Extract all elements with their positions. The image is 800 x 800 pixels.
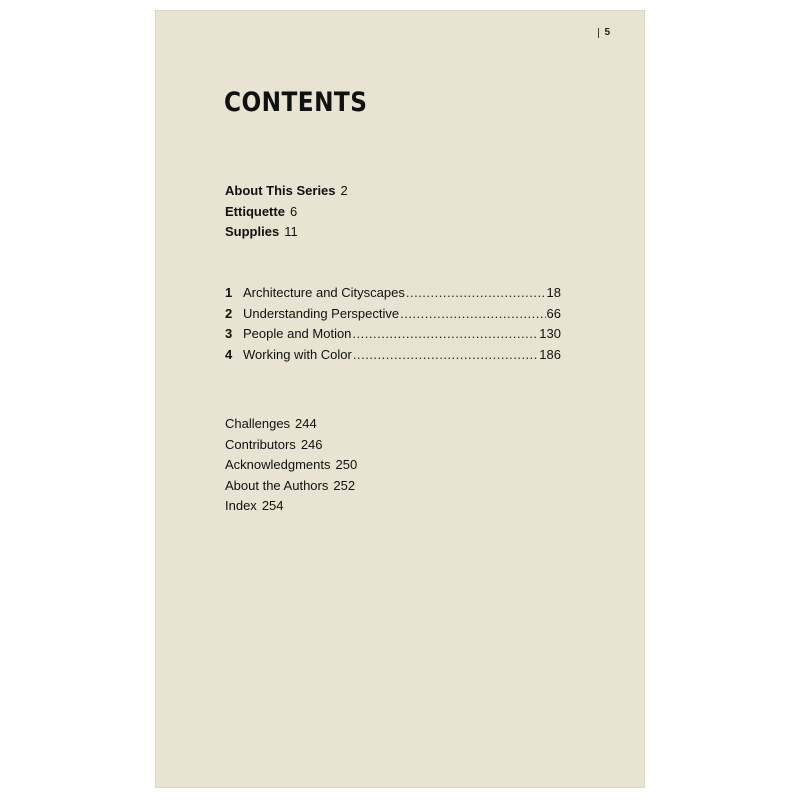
chapter-entry — [225, 324, 561, 345]
entry-label: About the Authors — [225, 477, 329, 493]
chapter-number: 4 — [225, 346, 233, 362]
chapter-number: 3 — [225, 326, 233, 341]
folio-number: 5 — [604, 27, 610, 38]
book-page — [156, 11, 644, 787]
chapter-page: 66 — [546, 305, 561, 321]
chapter-title: People and Motion — [243, 326, 352, 341]
entry-label: Index — [225, 498, 257, 513]
entry-label: Contributors — [225, 436, 296, 452]
entry-page: 250 — [335, 457, 358, 472]
front-matter-list — [225, 181, 348, 243]
contents-heading: CONTENTS — [224, 87, 368, 118]
back-matter-entry — [225, 414, 357, 435]
back-matter-entry — [225, 496, 357, 517]
back-matter-entry — [225, 455, 357, 476]
chapter-page: 18 — [546, 285, 561, 300]
front-matter-entry — [225, 181, 348, 202]
chapter-title: Working with Color — [243, 346, 352, 362]
front-matter-entry — [225, 202, 348, 223]
entry-label: Supplies — [225, 224, 280, 239]
dot-leader — [353, 345, 538, 366]
chapter-number: 2 — [225, 305, 233, 321]
chapter-number: 1 — [225, 285, 233, 300]
entry-page: 246 — [300, 436, 323, 452]
chapter-list — [225, 283, 561, 365]
chapter-page: 130 — [539, 326, 561, 341]
entry-label: Acknowledgments — [225, 457, 331, 472]
entry-page: 254 — [261, 498, 284, 513]
chapter-entry — [225, 345, 561, 366]
entry-label: Challenges — [225, 416, 291, 431]
entry-label: Ettiquette — [225, 203, 285, 219]
back-matter-entry — [225, 476, 357, 497]
chapter-page: 186 — [539, 346, 561, 362]
folio-divider — [598, 28, 599, 38]
dot-leader — [352, 324, 538, 345]
dot-leader — [406, 283, 546, 304]
back-matter-entry — [225, 435, 357, 456]
chapter-title: Understanding Perspective — [243, 305, 400, 321]
front-matter-entry — [225, 222, 348, 243]
chapter-title: Architecture and Cityscapes — [243, 285, 405, 300]
entry-page: 6 — [289, 203, 298, 219]
entry-label: About This Series — [225, 183, 336, 198]
dot-leader — [400, 304, 545, 325]
back-matter-list — [225, 414, 357, 517]
entry-page: 244 — [295, 416, 317, 431]
entry-page: 11 — [284, 224, 298, 239]
entry-page: 2 — [340, 183, 348, 198]
chapter-entry — [225, 304, 561, 325]
entry-page: 252 — [333, 477, 356, 493]
page-number — [598, 27, 610, 38]
chapter-entry — [225, 283, 561, 304]
